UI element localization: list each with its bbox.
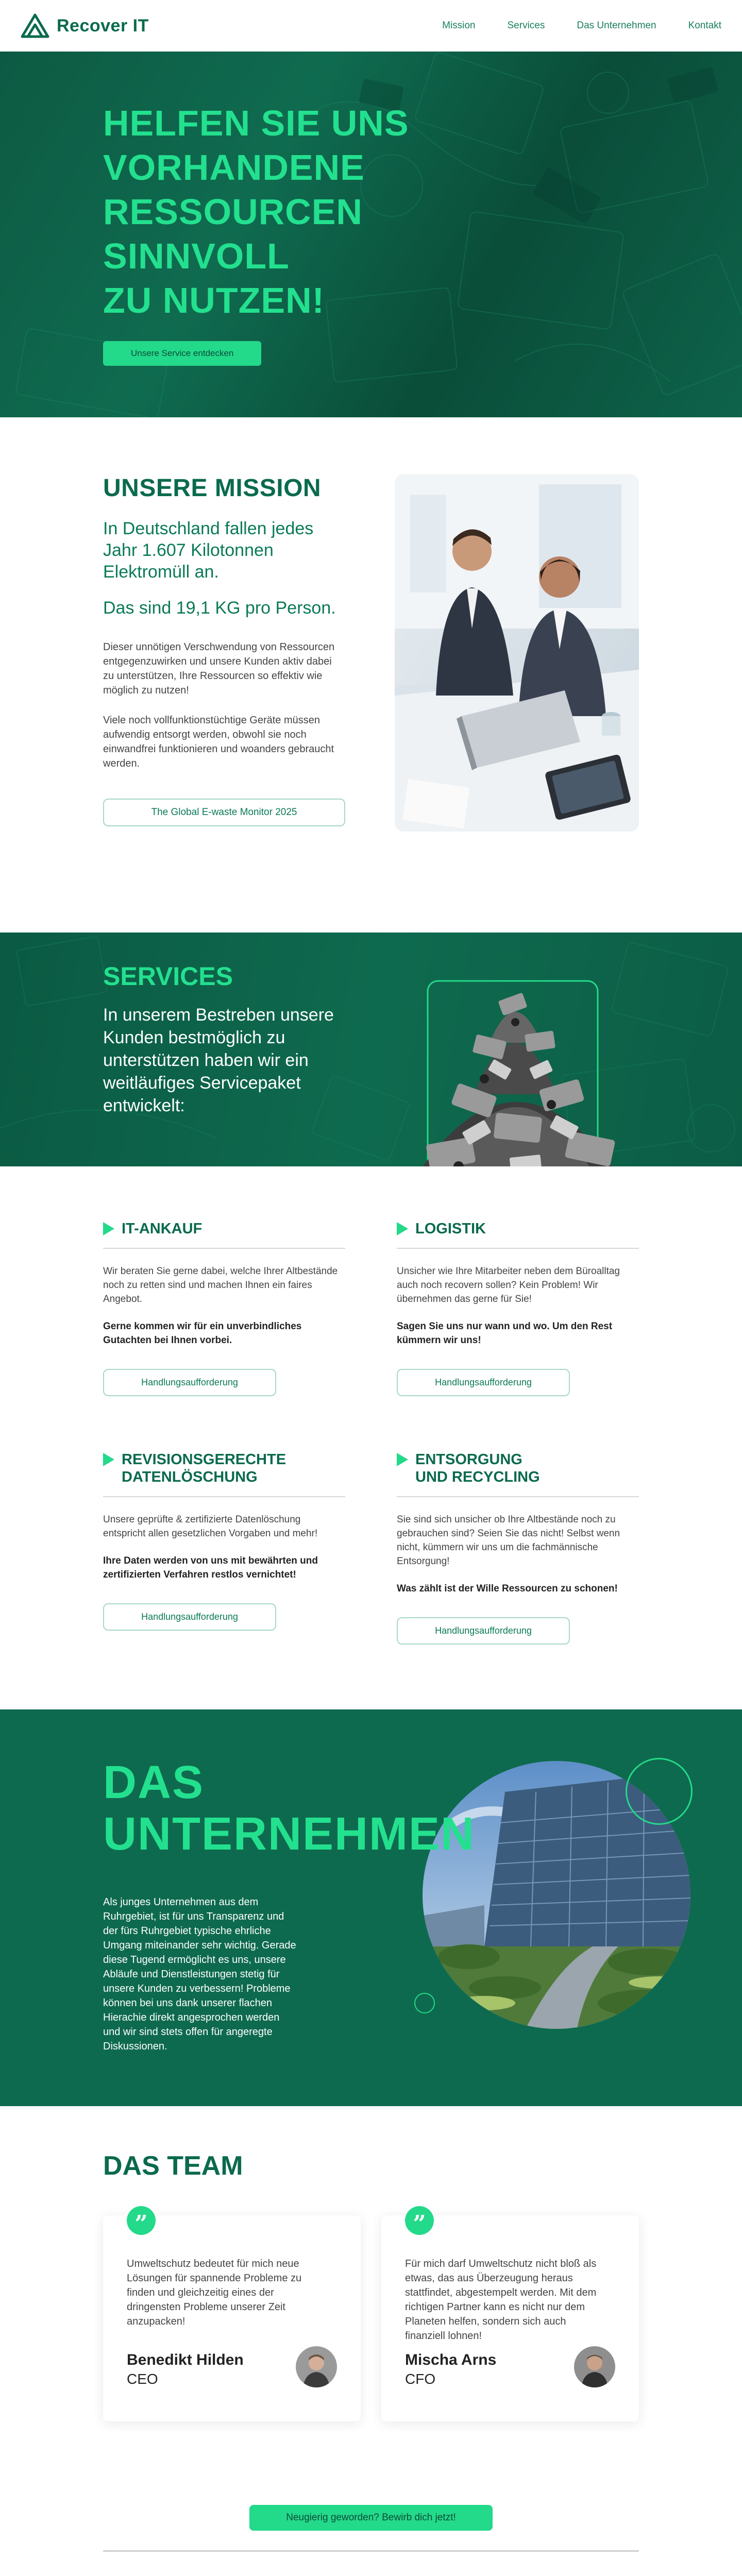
service-cta-button[interactable]: Handlungsaufforderung xyxy=(397,1617,570,1645)
person-role: CEO xyxy=(127,2371,158,2387)
avatar xyxy=(296,2346,337,2387)
avatar xyxy=(574,2346,615,2387)
team-member-card xyxy=(103,2211,361,2421)
mission-photo xyxy=(395,474,639,832)
services-lead: In unserem Bestreben unsere Kunden bestmöglich zu unterstützen haben wir ein weitläufiges Servicepaket entwickelt: xyxy=(103,1005,334,1115)
service-text: Unsicher wie Ihre Mitarbeiter neben dem Büroalltag auch noch recovern sollen? Kein Problem! Wir übernehmen das gerne für Sie! xyxy=(397,1266,620,1304)
triangle-bullet-icon xyxy=(103,1453,114,1466)
service-title-text: LOGISTIK xyxy=(415,1221,486,1237)
hero-title-line: SINNVOLL xyxy=(103,236,290,276)
service-cta-button[interactable]: Handlungsaufforderung xyxy=(103,1603,276,1631)
service-highlight: Ihre Daten werden von uns mit bewährten und zertifizierten Verfahren restlos vernichtet! xyxy=(103,1555,318,1580)
service-highlight: Gerne kommen wir für ein unverbindliches Gutachten bei Ihnen vorbei. xyxy=(103,1321,302,1346)
service-text: Wir beraten Sie gerne dabei, welche Ihrer Altbestände noch zu retten sind und machen Ihnen ein faires Angebot. xyxy=(103,1266,338,1304)
service-text: Unsere geprüfte & zertifizierte Datenlöschung entspricht allen gesetzlichen Vorgaben und mehr! xyxy=(103,1514,318,1539)
triangle-bullet-icon xyxy=(103,1222,114,1235)
team-title: DAS TEAM xyxy=(103,2151,243,2181)
service-it-purchase xyxy=(103,1220,345,1396)
portrait-image xyxy=(296,2346,337,2387)
company-title-line: UNTERNEHMEN xyxy=(103,1808,476,1860)
team-quote: Umweltschutz bedeutet für mich neue Lösungen für spannende Probleme zu finden und gleichzeitig eines der dringensten Probleme unserer Zeit anzupacken! xyxy=(127,2258,302,2327)
person-role: CFO xyxy=(405,2371,436,2387)
nav-services[interactable]: Services xyxy=(507,20,545,31)
divider xyxy=(103,1496,345,1497)
services-title: SERVICES xyxy=(103,962,233,991)
nav-contact[interactable]: Kontakt xyxy=(688,20,721,31)
quote-icon: ” xyxy=(405,2206,434,2235)
company-title xyxy=(103,1757,475,1860)
service-data-erasure xyxy=(103,1451,345,1631)
service-text: Sie sind sich unsicher ob Ihre Altbestände noch zu gebrauchen sind? Seien Sie das nicht! Selbst wenn nicht, kümmern wir uns um die fachmännische Entsorgung! xyxy=(397,1514,620,1567)
site-header xyxy=(0,0,742,52)
ewaste-pile-image xyxy=(397,960,644,1166)
divider xyxy=(103,1248,345,1249)
service-highlight: Sagen Sie uns nur wann und wo. Um den Rest kümmern wir uns! xyxy=(397,1321,613,1346)
main-nav xyxy=(442,20,721,31)
office-meeting-image xyxy=(395,474,639,832)
service-title xyxy=(397,1220,639,1238)
service-title xyxy=(397,1451,639,1486)
divider xyxy=(397,1496,639,1497)
hero-title-line: HELFEN SIE UNS xyxy=(103,103,409,143)
decorative-ring xyxy=(626,1758,693,1825)
service-title xyxy=(103,1220,345,1238)
logo[interactable] xyxy=(21,13,149,38)
person-name: Mischa Arns xyxy=(405,2351,497,2368)
service-recycling xyxy=(397,1451,639,1645)
service-title-text: IT-ANKAUF xyxy=(122,1221,203,1237)
company-text: Als junges Unternehmen aus dem Ruhrgebiet, ist für uns Transparenz und der fürs Ruhrgebiet typische ehrliche Umgang miteinander sehr wichtig. Gerade diese Tugend ermöglicht es uns, unsere Abläufe und Dienstleistungen stetig für unsere Kunden zu verbessern! Probleme können bei uns dank unserer flachen Hierachie direkt angesprochen werden und wir sind stets offen für angeregte Diskussionen. xyxy=(103,1896,296,2052)
person xyxy=(405,2346,615,2387)
mission-sub: Das sind 19,1 KG pro Person. xyxy=(103,598,336,618)
hero-title-line: ZU NUTZEN! xyxy=(103,280,325,320)
mission-title: UNSERE MISSION xyxy=(103,474,322,502)
service-logistics xyxy=(397,1220,639,1396)
hero-title-line: RESSOURCEN xyxy=(103,192,363,232)
discover-services-button[interactable]: Unsere Service entdecken xyxy=(103,341,261,366)
logo-icon xyxy=(21,13,49,38)
triangle-bullet-icon xyxy=(397,1453,408,1466)
team-quote: Für mich darf Umweltschutz nicht bloß als etwas, das aus Überzeugung heraus stattfindet, abgestempelt werden. Mit dem richtigen Partner kann es nicht nur dem Planeten helfen, sondern sich auch finanziell lohnen! xyxy=(405,2258,597,2342)
mission-lead: In Deutschland fallen jedes Jahr 1.607 Kilotonnen Elektromüll an. xyxy=(103,519,314,582)
nav-mission[interactable]: Mission xyxy=(442,20,476,31)
hero-section xyxy=(0,52,742,417)
company-title-line: DAS xyxy=(103,1757,205,1808)
person xyxy=(127,2346,337,2387)
mission-paragraph: Viele noch vollfunktionstüchtige Geräte müssen aufwendig entsorgt werden, obwohl sie noch einwandfrei funktionieren und woanders gebraucht werden. xyxy=(103,715,334,769)
hero-title xyxy=(103,101,474,323)
divider xyxy=(397,1248,639,1249)
service-title-text: ENTSORGUNG UND RECYCLING xyxy=(415,1451,540,1485)
triangle-bullet-icon xyxy=(397,1222,408,1235)
service-title xyxy=(103,1451,345,1486)
decorative-ring xyxy=(414,1993,435,2013)
team-member-card xyxy=(381,2211,639,2421)
service-highlight: Was zählt ist der Wille Ressourcen zu schonen! xyxy=(397,1583,618,1594)
service-cta-button[interactable]: Handlungsaufforderung xyxy=(397,1369,570,1396)
company-section xyxy=(0,1709,742,2106)
person-name: Benedikt Hilden xyxy=(127,2351,244,2368)
service-title-text: REVISIONSGERECHTE DATENLÖSCHUNG xyxy=(122,1451,286,1485)
mission-section xyxy=(0,417,742,933)
nav-company[interactable]: Das Unternehmen xyxy=(577,20,656,31)
brand-name: Recover IT xyxy=(57,15,149,36)
quote-icon: ” xyxy=(127,2206,156,2235)
mission-paragraph: Dieser unnötigen Verschwendung von Ressourcen entgegenzuwirken und unsere Kunden aktiv dabei zu unterstützen, Ihre Ressourcen so effektiv wie möglich zu nutzen! xyxy=(103,641,335,696)
portrait-image xyxy=(574,2346,615,2387)
services-banner xyxy=(0,933,742,1166)
services-list xyxy=(0,1166,742,1709)
ewaste-monitor-button[interactable]: The Global E-waste Monitor 2025 xyxy=(103,799,345,826)
service-cta-button[interactable]: Handlungsaufforderung xyxy=(103,1369,276,1396)
divider xyxy=(103,2550,639,2552)
team-section xyxy=(0,2106,742,2576)
apply-now-button[interactable]: Neugierig geworden? Bewirb dich jetzt! xyxy=(249,2505,493,2531)
hero-title-line: VORHANDENE xyxy=(103,147,365,188)
